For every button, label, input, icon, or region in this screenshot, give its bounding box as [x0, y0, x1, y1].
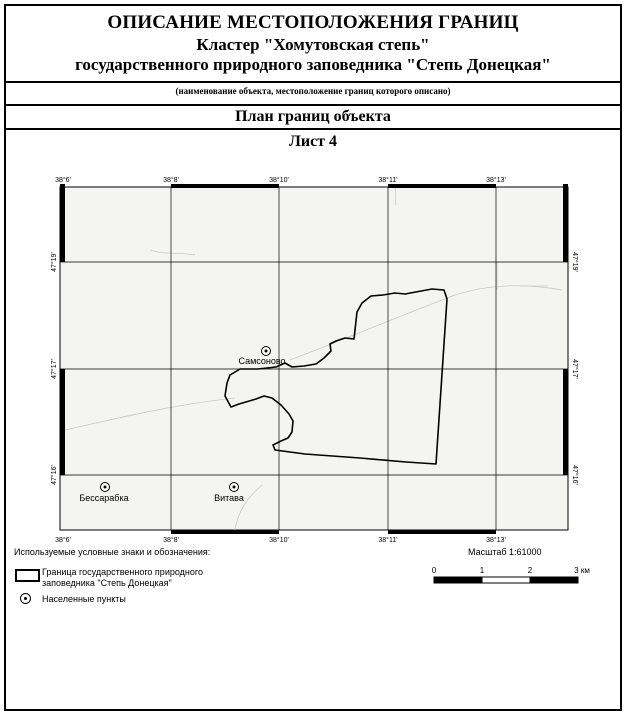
tick-left-1: 47°17' [51, 359, 58, 379]
scale-label-2: 2 [527, 566, 533, 575]
tick-left-0: 47°19' [51, 252, 58, 272]
settlement-label: Витава [214, 493, 244, 503]
tick-top-0: 38°6' [55, 177, 71, 184]
tick-right-2: 47°16' [571, 465, 578, 485]
tick-top-3: 38°11' [378, 177, 398, 184]
tick-bottom-2: 38°10' [269, 537, 289, 544]
scale-label-0: 0 [431, 566, 437, 575]
tick-left-2: 47°16' [51, 465, 58, 485]
tick-bottom-1: 38°8' [163, 537, 179, 544]
settlement-label: Самсоново [238, 356, 286, 366]
object-note: (наименование объекта, местоположение границ которого описано) [175, 86, 451, 96]
map-area [60, 187, 568, 530]
settlement-label: Бессарабка [79, 493, 129, 503]
tick-bottom-0: 38°6' [55, 537, 71, 544]
legend-boundary-label: Граница государственного природного заповедника "Степь Донецкая" [42, 567, 203, 588]
reserve-name: государственного природного заповедника "Степь Донецкая" [75, 55, 551, 74]
legend-title: Используемые условные знаки и обозначения: [14, 547, 211, 557]
boundary-legend-icon [15, 569, 40, 582]
tick-bottom-4: 38°13' [486, 537, 506, 544]
scale-bar [432, 566, 590, 583]
tick-top-2: 38°10' [269, 177, 289, 184]
tick-right-1: 47°17' [571, 359, 578, 379]
scale-label-1: 1 [479, 566, 485, 575]
left-ticks [50, 252, 58, 485]
tick-right-0: 47°19' [571, 252, 578, 272]
tick-top-1: 38°8' [163, 177, 179, 184]
scale-label-3: 3 км [574, 566, 590, 575]
top-ticks [55, 176, 506, 184]
scale-title: Масштаб 1:61000 [468, 547, 542, 557]
tick-bottom-3: 38°11' [378, 537, 398, 544]
settlement-legend-icon [20, 593, 31, 604]
right-ticks [571, 252, 579, 485]
sheet-number: Лист 4 [288, 133, 338, 150]
document-title: ОПИСАНИЕ МЕСТОПОЛОЖЕНИЯ ГРАНИЦ [107, 12, 519, 33]
bottom-ticks [55, 536, 506, 544]
cluster-name: Кластер "Хомутовская степь" [196, 35, 430, 54]
legend-settlement-label: Населенные пункты [42, 594, 126, 604]
plan-title: План границ объекта [235, 108, 391, 125]
tick-top-4: 38°13' [486, 177, 506, 184]
